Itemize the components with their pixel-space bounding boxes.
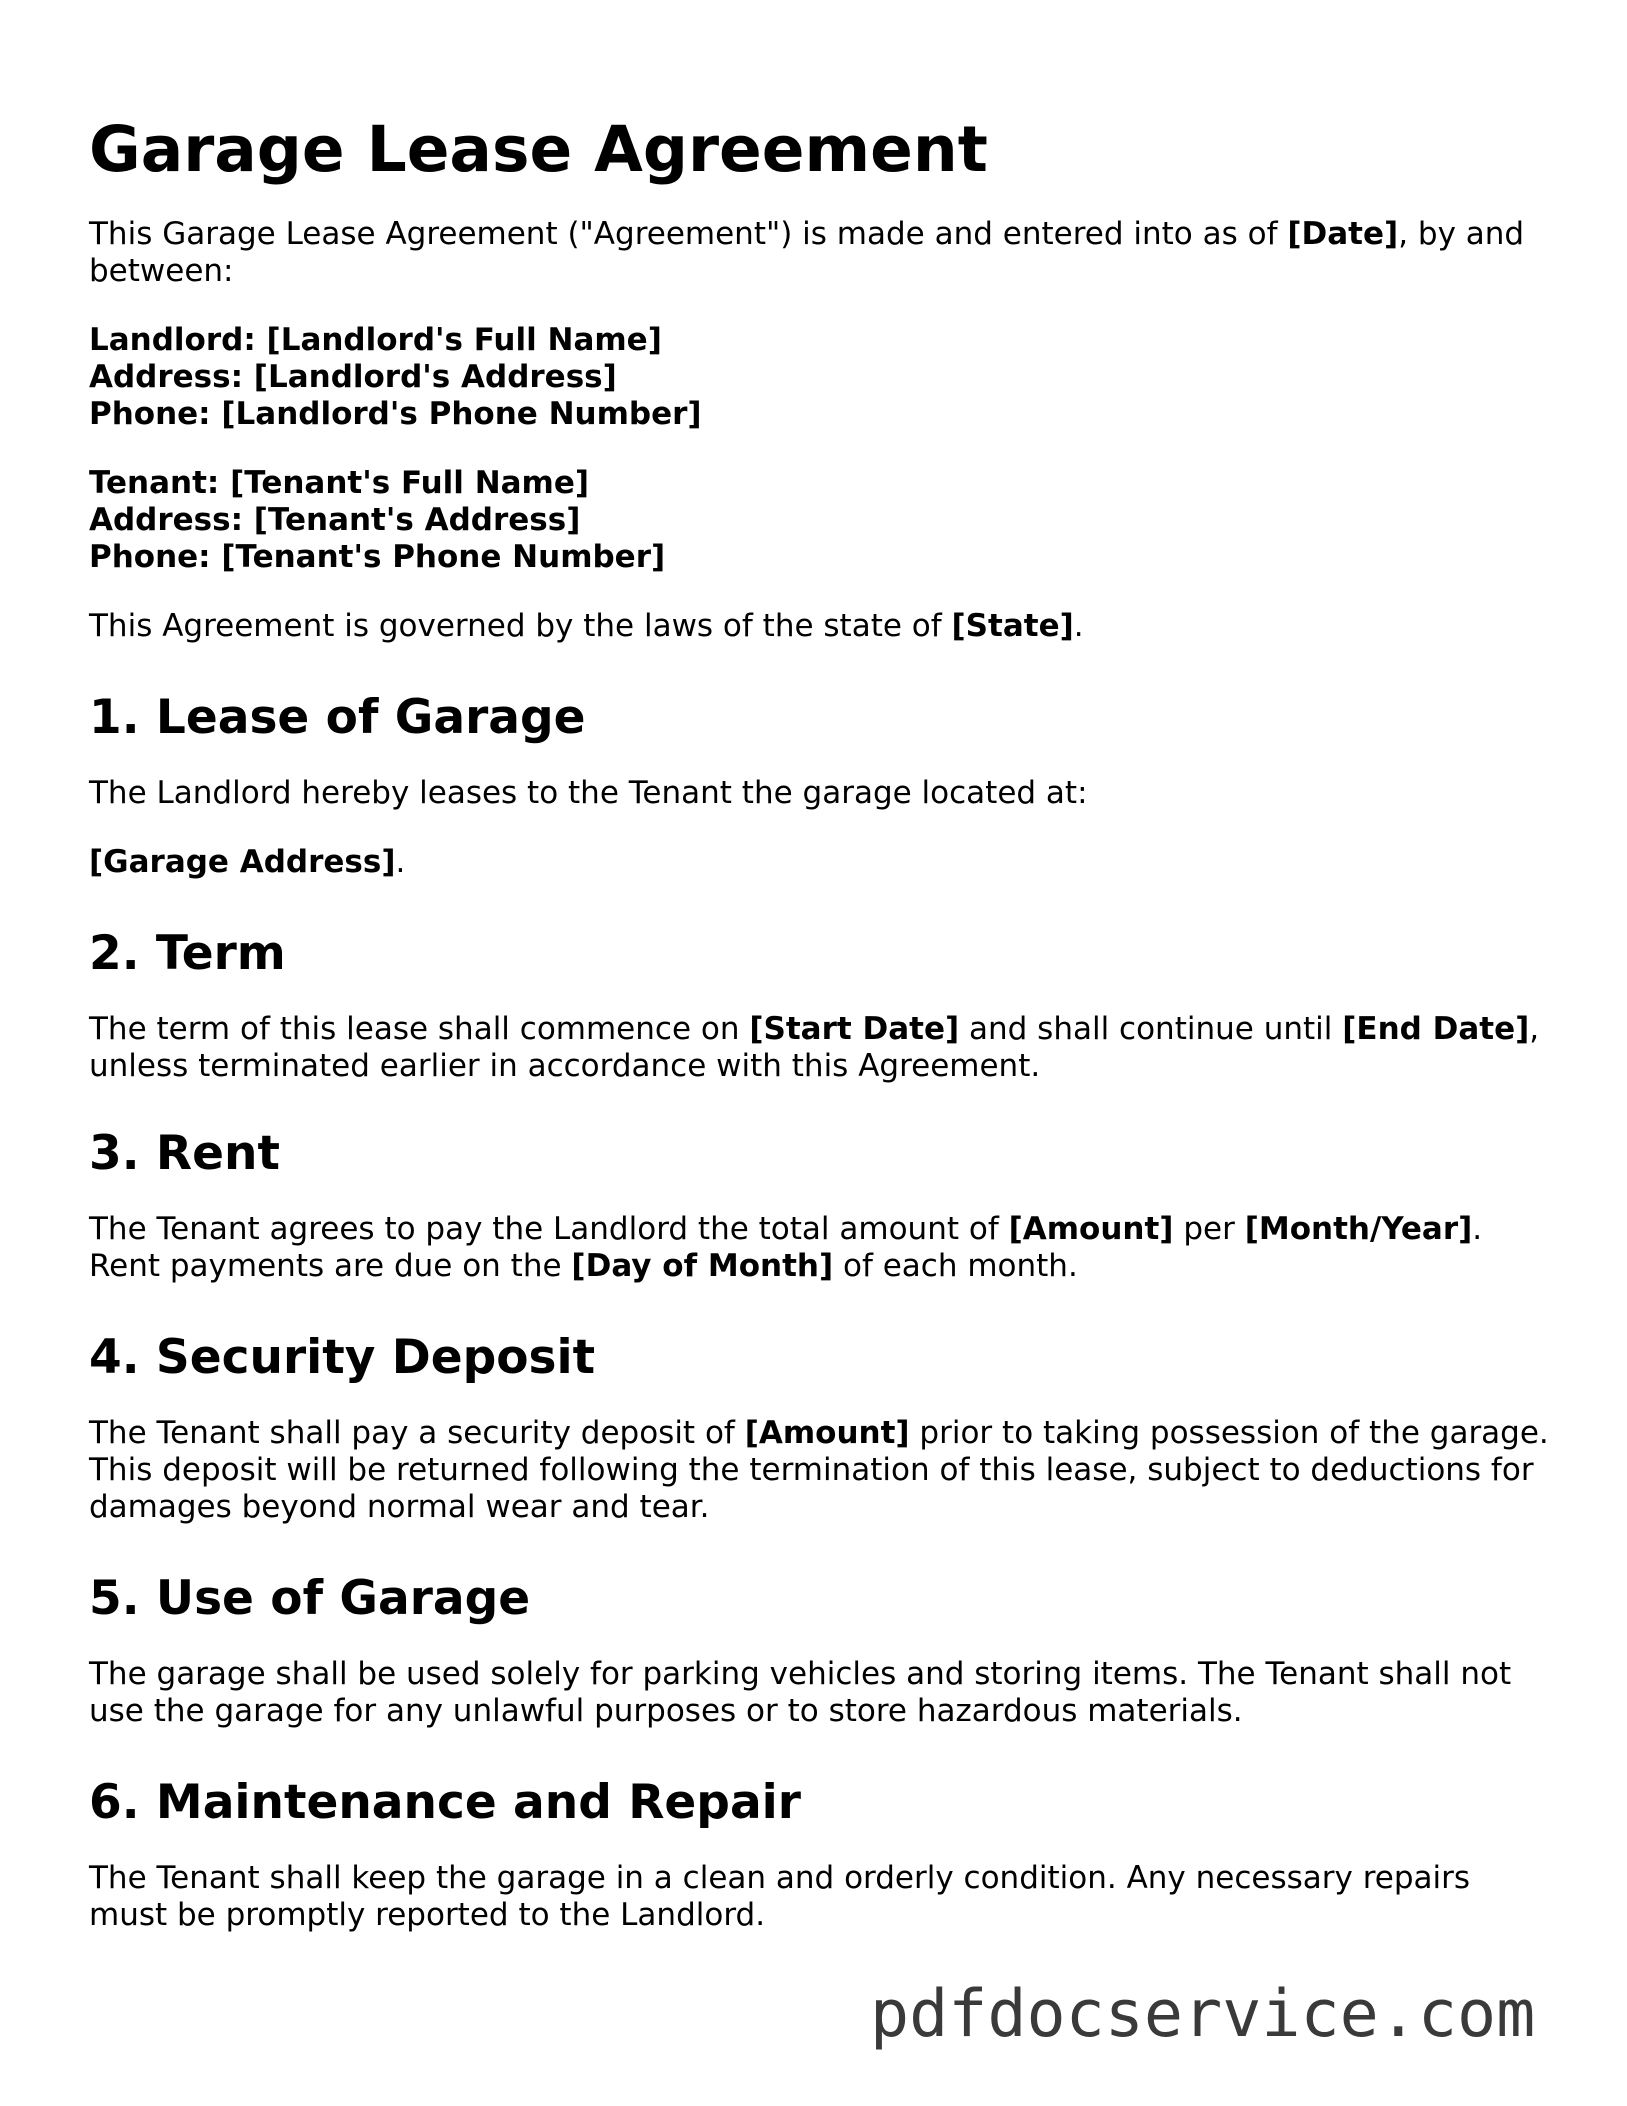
section-1-heading: 1. Lease of Garage: [89, 690, 586, 745]
tenant-phone: Phone: [Tenant's Phone Number]: [89, 539, 666, 575]
rent-period-placeholder: [Month/Year]: [1244, 1211, 1473, 1247]
rent-text-b: per: [1173, 1211, 1245, 1247]
rent-amount-placeholder: [Amount]: [1008, 1211, 1174, 1247]
intro-text-b: , by and between:: [89, 216, 1525, 289]
landlord-name: Landlord: [Landlord's Full Name]: [89, 322, 662, 358]
governing-text-a: This Agreement is governed by the laws of the state of: [89, 608, 952, 644]
watermark: pdfdocservice.com: [870, 1977, 1536, 2052]
section-5-heading: 5. Use of Garage: [89, 1571, 531, 1626]
document-title: Garage Lease Agreement: [89, 113, 988, 186]
section-6-heading: 6. Maintenance and Repair: [89, 1775, 801, 1830]
governing-text-b: .: [1073, 608, 1084, 644]
section-4-text: [89, 1415, 1549, 1526]
section-5-text: The garage shall be used solely for parking vehicles and storing items. The Tenant shall not use the garage for any unlawful purposes or to store hazardous materials.: [89, 1656, 1512, 1729]
garage-address-placeholder: [Garage Address]: [89, 844, 396, 880]
section-4-heading: 4. Security Deposit: [89, 1330, 596, 1385]
deposit-amount-placeholder: [Amount]: [744, 1415, 910, 1451]
intro-text-a: This Garage Lease Agreement ("Agreement") is made and entered into as of: [89, 216, 1288, 252]
term-text-b: and shall continue until: [959, 1011, 1343, 1047]
section-1-text: The Landlord hereby leases to the Tenant the garage located at:: [89, 775, 1088, 811]
section-1-address: [89, 844, 1549, 881]
term-text-a: The term of this lease shall commence on: [89, 1011, 750, 1047]
rent-day-placeholder: [Day of Month]: [571, 1248, 834, 1284]
tenant-block: [89, 465, 1549, 576]
landlord-block: [89, 322, 1549, 433]
date-placeholder: [Date]: [1287, 216, 1399, 252]
rent-text-d: of each month.: [833, 1248, 1078, 1284]
tenant-address: Address: [Tenant's Address]: [89, 502, 581, 538]
end-date-placeholder: [End Date]: [1342, 1011, 1530, 1047]
section-3-heading: 3. Rent: [89, 1126, 280, 1181]
governing-law-paragraph: [89, 608, 1549, 645]
tenant-name: Tenant: [Tenant's Full Name]: [89, 465, 590, 501]
intro-paragraph: [89, 216, 1549, 290]
rent-text-a: The Tenant agrees to pay the Landlord the total amount of: [89, 1211, 1009, 1247]
rent-text-c: . Rent payments are due on the: [89, 1211, 1483, 1284]
deposit-text-a: The Tenant shall pay a security deposit of: [89, 1415, 745, 1451]
address-period: .: [395, 844, 406, 880]
section-2-text: [89, 1011, 1549, 1085]
state-placeholder: [State]: [951, 608, 1074, 644]
landlord-address: Address: [Landlord's Address]: [89, 359, 617, 395]
section-2-heading: 2. Term: [89, 926, 286, 981]
term-text-c: , unless terminated earlier in accordance with this Agreement.: [89, 1011, 1540, 1084]
section-3-text: [89, 1211, 1549, 1285]
section-6-text: The Tenant shall keep the garage in a clean and orderly condition. Any necessary repairs must be promptly reported to the Landlord.: [89, 1860, 1471, 1933]
deposit-text-b: prior to taking possession of the garage. This deposit will be returned following the termination of this lease, subject to deductions for damages beyond normal wear and tear.: [89, 1415, 1549, 1525]
document-page: [89, 112, 1549, 1966]
landlord-phone: Phone: [Landlord's Phone Number]: [89, 396, 702, 432]
start-date-placeholder: [Start Date]: [749, 1011, 960, 1047]
